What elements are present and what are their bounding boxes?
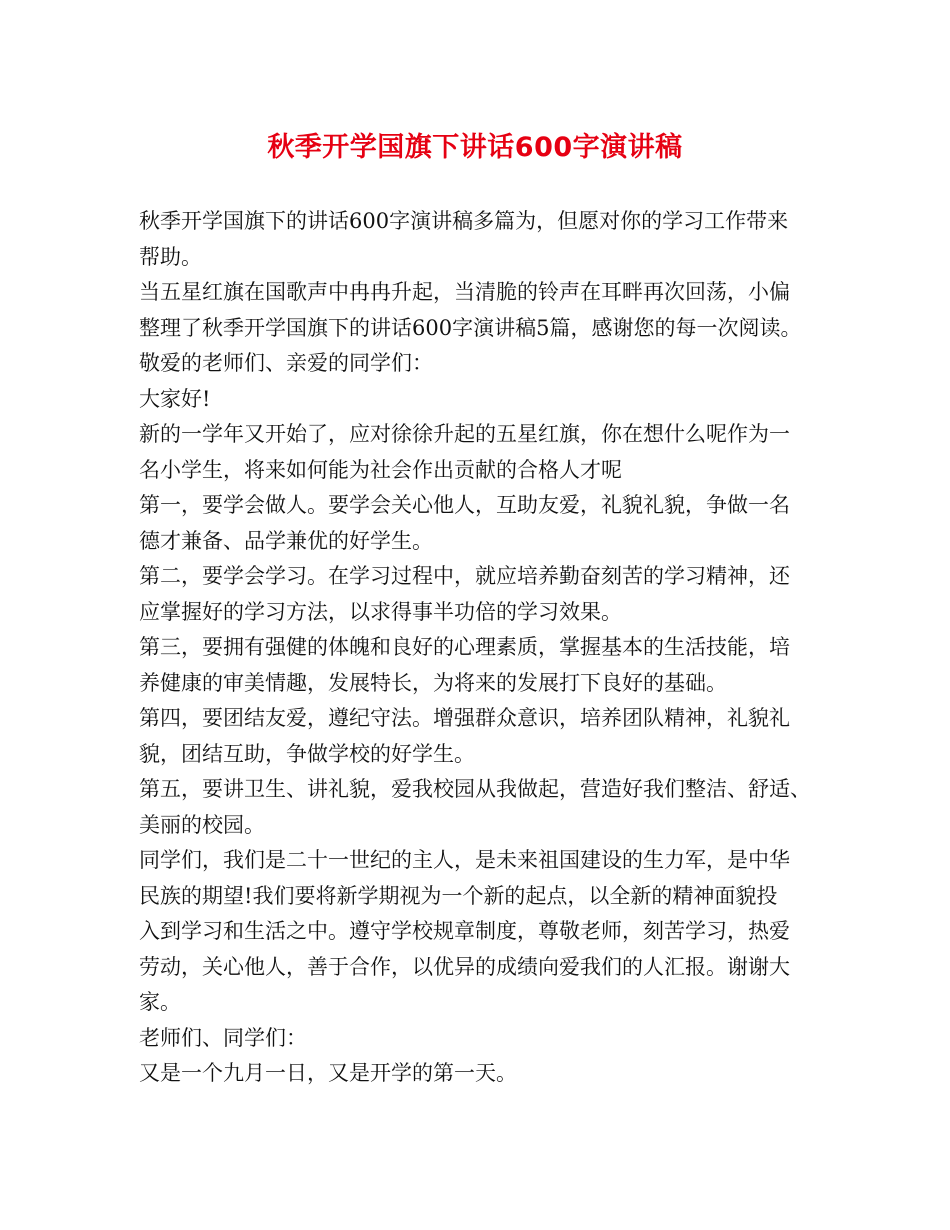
body-line: 第四，要团结友爱，遵纪守法。增强群众意识，培养团队精神，礼貌礼	[139, 706, 790, 730]
body-line: 名小学生，将来如何能为社会作出贡献的合格人才呢	[139, 457, 622, 482]
body-line: 家。	[139, 990, 181, 1014]
body-line: 当五星红旗在国歌声中冉冉升起，当清脆的铃声在耳畔再次回荡，小偏	[139, 280, 790, 304]
body-line: 老师们、同学们：	[139, 1025, 307, 1050]
body-line: 德才兼备、品学兼优的好学生。	[139, 528, 433, 553]
body-line: 民族的期望!我们要将新学期视为一个新的起点，以全新的精神面貌投	[139, 883, 778, 908]
body-line: 第二，要学会学习。在学习过程中，就应培养勤奋刻苦的学习精神，还	[139, 564, 790, 588]
body-line: 秋季开学国旗下的讲话600字演讲稿多篇为，但愿对你的学习工作带来	[139, 209, 789, 233]
document-title: 秋季开学国旗下讲话600字演讲稿	[267, 132, 683, 163]
body-line: 入到学习和生活之中。遵守学校规章制度，尊敬老师，刻苦学习，热爱	[139, 919, 790, 943]
body-line: 敬爱的老师们、亲爱的同学们：	[139, 351, 433, 375]
body-line: 新的一学年又开始了，应对徐徐升起的五星红旗，你在想什么呢作为一	[139, 422, 790, 446]
body-line: 整理了秋季开学国旗下的讲话600字演讲稿5篇，感谢您的每一次阅读。	[139, 315, 802, 340]
body-line: 帮助。	[139, 244, 202, 269]
body-line: 貌，团结互助，争做学校的好学生。	[139, 741, 475, 766]
body-line: 大家好!	[139, 386, 211, 411]
body-line: 第三，要拥有强健的体魄和良好的心理素质，掌握基本的生活技能，培	[139, 635, 790, 659]
body-line: 劳动，关心他人，善于合作，以优异的成绩向爱我们的人汇报。谢谢大	[139, 954, 790, 979]
body-line: 第一，要学会做人。要学会关心他人，互助友爱，礼貌礼貌，争做一名	[139, 493, 790, 517]
body-line: 养健康的审美情趣，发展特长，为将来的发展打下良好的基础。	[139, 670, 727, 695]
body-line: 同学们，我们是二十一世纪的主人，是未来祖国建设的生力军，是中华	[139, 848, 790, 872]
body-line: 又是一个九月一日，又是开学的第一天。	[139, 1061, 517, 1085]
body-line: 第五，要讲卫生、讲礼貌，爱我校园从我做起，营造好我们整洁、舒适、	[139, 777, 811, 801]
body-line: 应掌握好的学习方法，以求得事半功倍的学习效果。	[139, 599, 622, 624]
body-line: 美丽的校园。	[139, 812, 265, 837]
document-body	[139, 204, 819, 1092]
